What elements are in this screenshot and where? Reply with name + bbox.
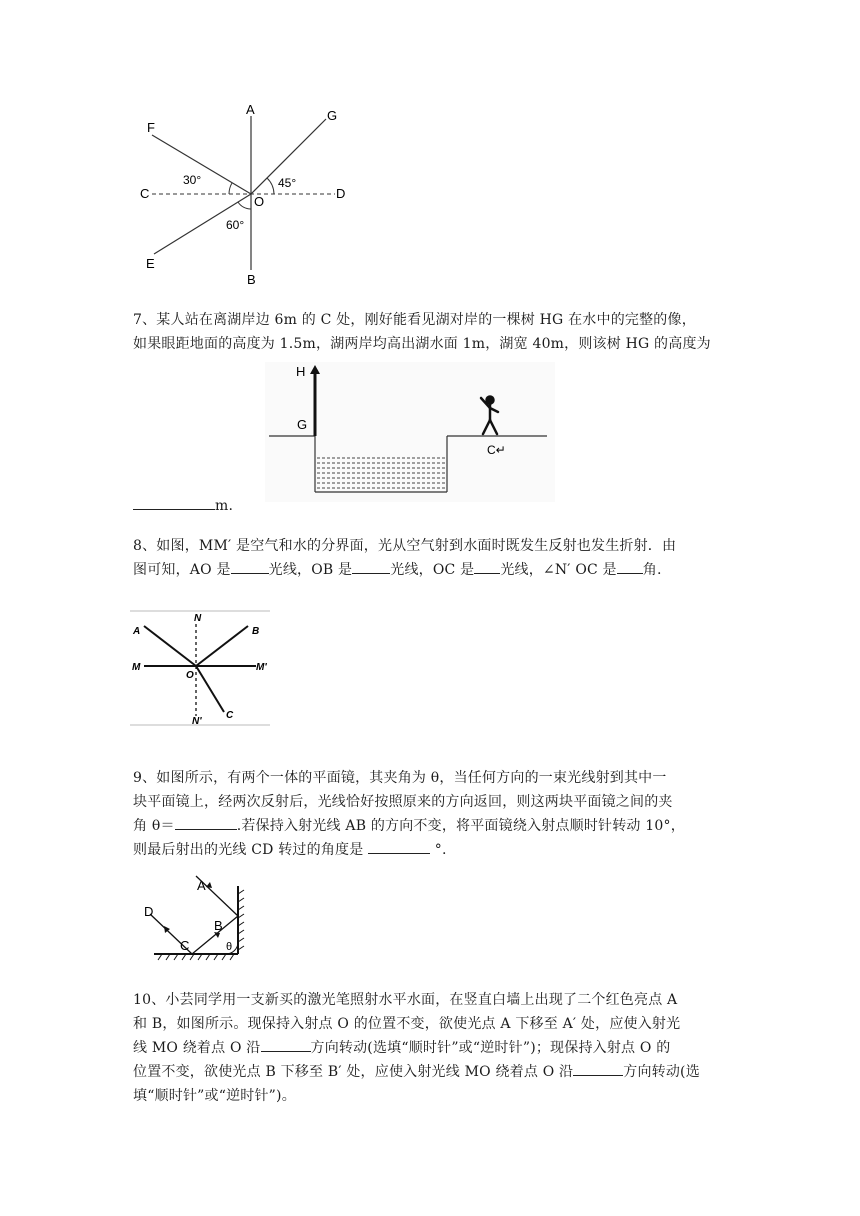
q7-answer-line xyxy=(133,494,733,518)
label-C: C xyxy=(226,710,234,721)
q9-blank-angle[interactable] xyxy=(368,838,430,854)
q8-blank-2[interactable] xyxy=(352,558,390,574)
q8-line2: 图可知，AO 是 光线，OB 是 光线，OC 是 光线，∠N′ OC 是 角. xyxy=(133,558,733,582)
label-M-prime: M' xyxy=(256,662,267,673)
label-M: M xyxy=(132,662,141,673)
label-A: A xyxy=(246,102,255,117)
label-G: G xyxy=(327,108,338,123)
label-D: D xyxy=(144,904,154,919)
question-9 xyxy=(133,766,733,862)
q9-blank-theta[interactable] xyxy=(175,814,237,830)
q9-line3: 角 θ＝ .若保持入射光线 AB 的方向不变，将平面镜绕入射点顺时针转动 10°， xyxy=(133,814,733,838)
label-N: N xyxy=(194,613,202,624)
label-O: O xyxy=(254,194,265,209)
q9-line2: 块平面镜上，经两次反射后，光线恰好按照原来的方向返回，则这两块平面镜之间的夹 xyxy=(133,794,673,810)
label-C: C xyxy=(140,186,150,201)
q7-line1: 7、某人站在离湖岸边 6m 的 C 处，刚好能看见湖对岸的一棵树 HG 在水中的完整的像， xyxy=(133,312,696,328)
fig-two-mirrors xyxy=(140,870,252,962)
q7-answer-blank[interactable] xyxy=(133,494,215,510)
angle-60: 60° xyxy=(226,218,245,232)
label-H: H xyxy=(296,364,306,379)
q7-tail: m. xyxy=(215,498,234,514)
q9-line1: 9、如图所示，有两个一体的平面镜，其夹角为 θ，当任何方向的一束光线射到其中一 xyxy=(133,770,667,786)
label-A: A xyxy=(197,878,206,893)
q8-line1: 8、如图，MM′ 是空气和水的分界面，光从空气射到水面时既发生反射也发生折射．由 xyxy=(133,538,677,554)
q8-blank-3[interactable] xyxy=(474,558,500,574)
label-A: A xyxy=(133,626,141,637)
label-E: E xyxy=(146,256,155,271)
q10-line1: 10、小芸同学用一支新买的激光笔照射水平水面，在竖直白墙上出现了二个红色亮点 A xyxy=(133,992,678,1008)
label-B: B xyxy=(247,272,256,287)
label-O: O xyxy=(186,670,194,681)
q8-blank-1[interactable] xyxy=(231,558,269,574)
q10-line4: 位置不变，欲使光点 B 下移至 B′ 处，应使入射光线 MO 绕着点 O 沿 方向转动(选 xyxy=(133,1060,733,1084)
label-D: D xyxy=(336,186,346,201)
question-10 xyxy=(133,988,733,1108)
q10-blank-1[interactable] xyxy=(261,1036,311,1052)
fig-angles-diagram xyxy=(130,98,360,288)
label-G: G xyxy=(297,417,308,432)
label-C: C↵ xyxy=(487,443,506,457)
label-B: B xyxy=(214,918,223,933)
label-B: B xyxy=(252,626,260,637)
label-N-prime: N' xyxy=(192,716,202,726)
q10-line5: 填“顺时针”或“逆时针”)。 xyxy=(133,1088,296,1104)
q10-line3: 线 MO 绕着点 O 沿 方向转动(选填“顺时针”或“逆时针”)；现保持入射点 O 的 xyxy=(133,1036,733,1060)
angle-30: 30° xyxy=(183,173,202,187)
question-8 xyxy=(133,534,733,582)
question-7 xyxy=(133,308,733,356)
label-theta: θ xyxy=(226,941,233,953)
q10-blank-2[interactable] xyxy=(573,1060,623,1076)
q10-line2: 和 B，如图所示。现保持入射点 O 的位置不变，欲使光点 A 下移至 A′ 处，应使入射光 xyxy=(133,1016,681,1032)
label-F: F xyxy=(147,120,155,135)
q7-line2: 如果眼距地面的高度为 1.5m，湖两岸均高出湖水面 1m，湖宽 40m，则该树 HG 的高度为 xyxy=(133,336,711,352)
label-C: C xyxy=(180,938,190,953)
q8-blank-4[interactable] xyxy=(617,558,643,574)
fig-reflection-refraction xyxy=(130,610,270,726)
angle-45: 45° xyxy=(278,176,297,190)
q9-line4: 则最后射出的光线 CD 转过的角度是 °. xyxy=(133,838,733,862)
fig-lake-tree xyxy=(265,362,555,502)
